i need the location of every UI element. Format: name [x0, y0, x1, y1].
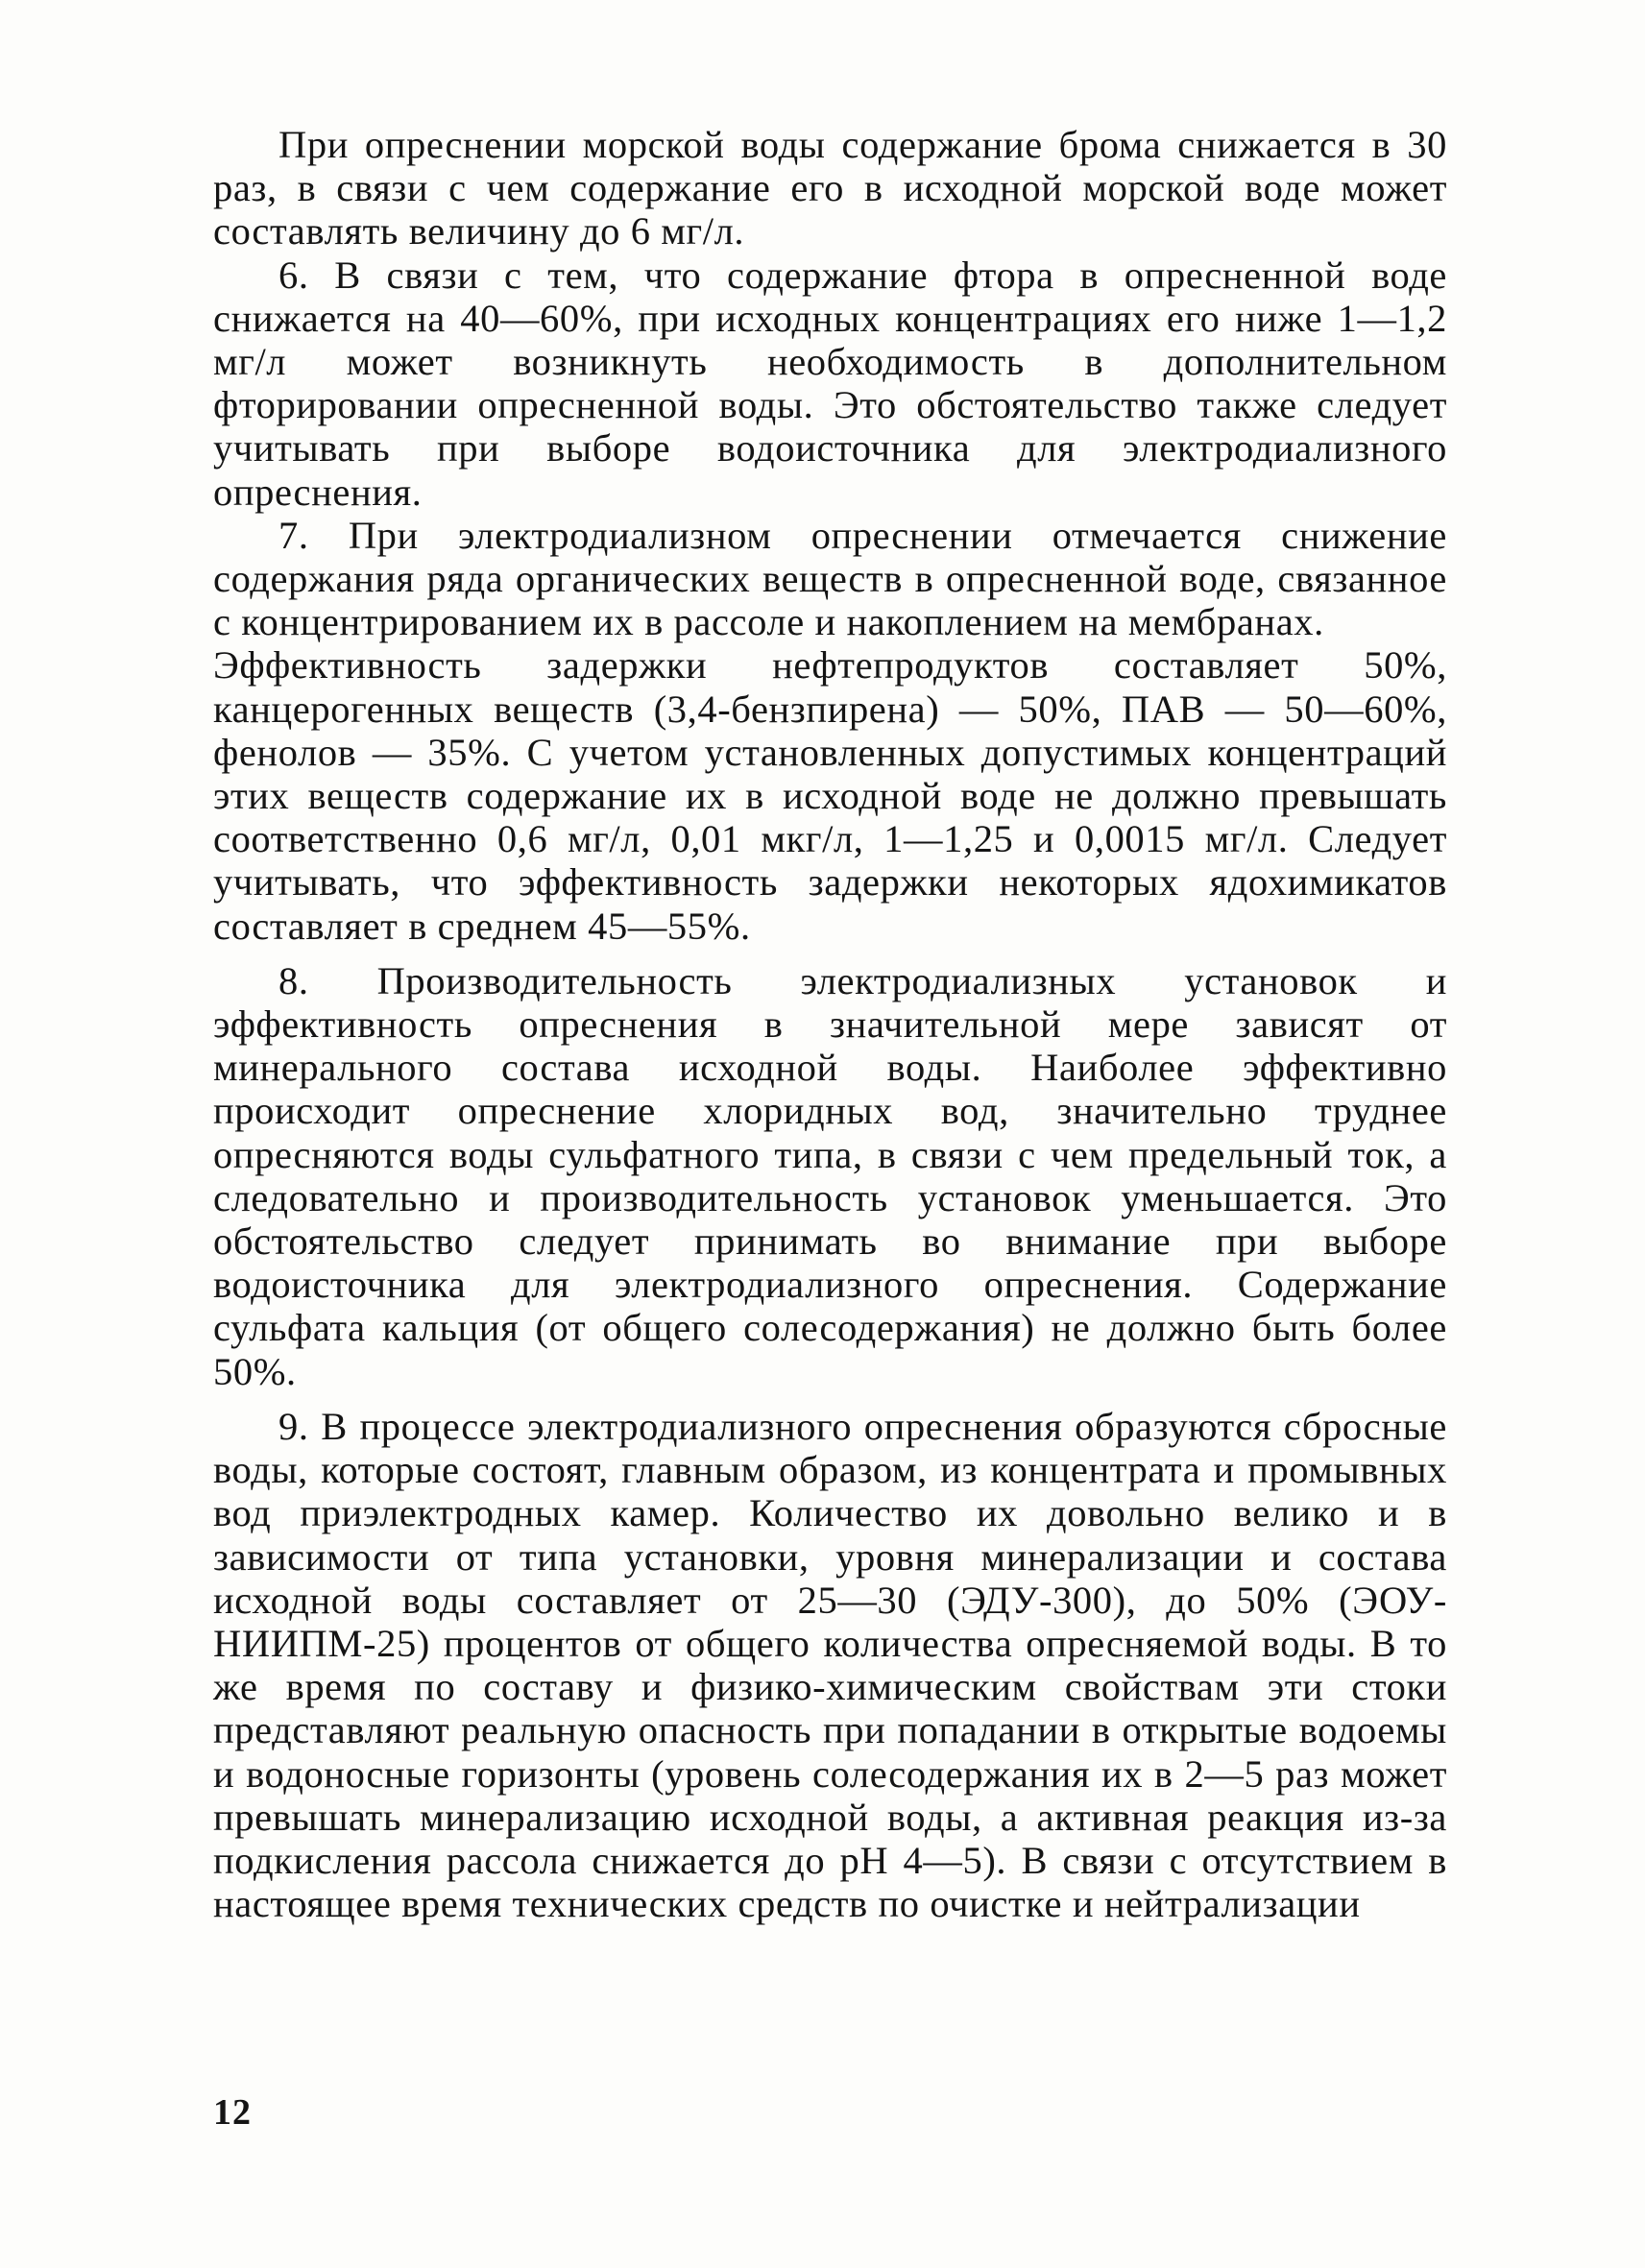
page-number: 12 [213, 2092, 252, 2133]
paragraph-8-productivity: 8. Производительность электродиализных установок и эффективность опреснения в значительной мере зависят от минерального состава исходной воды. Наиболее эффективно происходит опреснение хлоридных вод, значительно труднее опресняются воды сульфатного типа, в связи с чем предельный ток, а следовательно и производительность установок уменьшается. Это обстоятельство следует принимать во внимание при выборе водоисточника для электродиализного опреснения. Содержание сульфата кальция (от общего солесодержания) не должно быть более 50%. [213, 958, 1447, 1393]
paragraph-bromine: При опреснении морской воды содержание брома снижается в 30 раз, в связи с чем содержание его в исходной морской воде может составлять величину до 6 мг/л. [213, 123, 1447, 253]
paragraph-9-waste-water: 9. В процессе электродиализного опреснения образуются сбросные воды, которые состоят, главным образом, из концентрата и промывных вод приэлектродных камер. Количество их довольно велико и в зависимости от типа установки, уровня минерализации и состава исходной воды составляет от 25—30 (ЭДУ-300), до 50% (ЭОУ-НИИПМ-25) процентов от общего количества опресняемой воды. В то же время по составу и физико-химическим свойствам эти стоки представляют реальную опасность при попадании в открытые водоемы и водоносные горизонты (уровень солесодержания их в 2—5 раз может превышать минерализацию исходной воды, а активная реакция из-за подкисления рассола снижается до pH 4—5). В связи с отсутствием в настоящее время технических средств по очистке и нейтрализации [213, 1404, 1447, 1926]
body-text [213, 123, 1447, 1925]
paragraph-6-fluorine: 6. В связи с тем, что содержание фтора в опресненной воде снижается на 40—60%, при исходных концентрациях его ниже 1—1,2 мг/л может возникнуть необходимость в дополнительном фторировании опресненной воды. Это обстоятельство также следует учитывать при выборе водоисточника для электродиализного опреснения. [213, 253, 1447, 514]
paragraph-7-organics: 7. При электродиализном опреснении отмечается снижение содержания ряда органических веществ в опресненной воде, связанное с концентрированием их в рассоле и накоплением на мембранах. [213, 513, 1447, 644]
paragraph-efficiency: Эффективность задержки нефтепродуктов составляет 50%, канцерогенных веществ (3,4-бензпирена) — 50%, ПАВ — 50—60%, фенолов — 35%. С учетом установленных допустимых концентраций этих веществ содержание их в исходной воде не должно превышать соответственно 0,6 мг/л, 0,01 мкг/л, 1—1,25 и 0,0015 мг/л. Следует учитывать, что эффективность задержки некоторых ядохимикатов составляет в среднем 45—55%. [213, 643, 1447, 948]
